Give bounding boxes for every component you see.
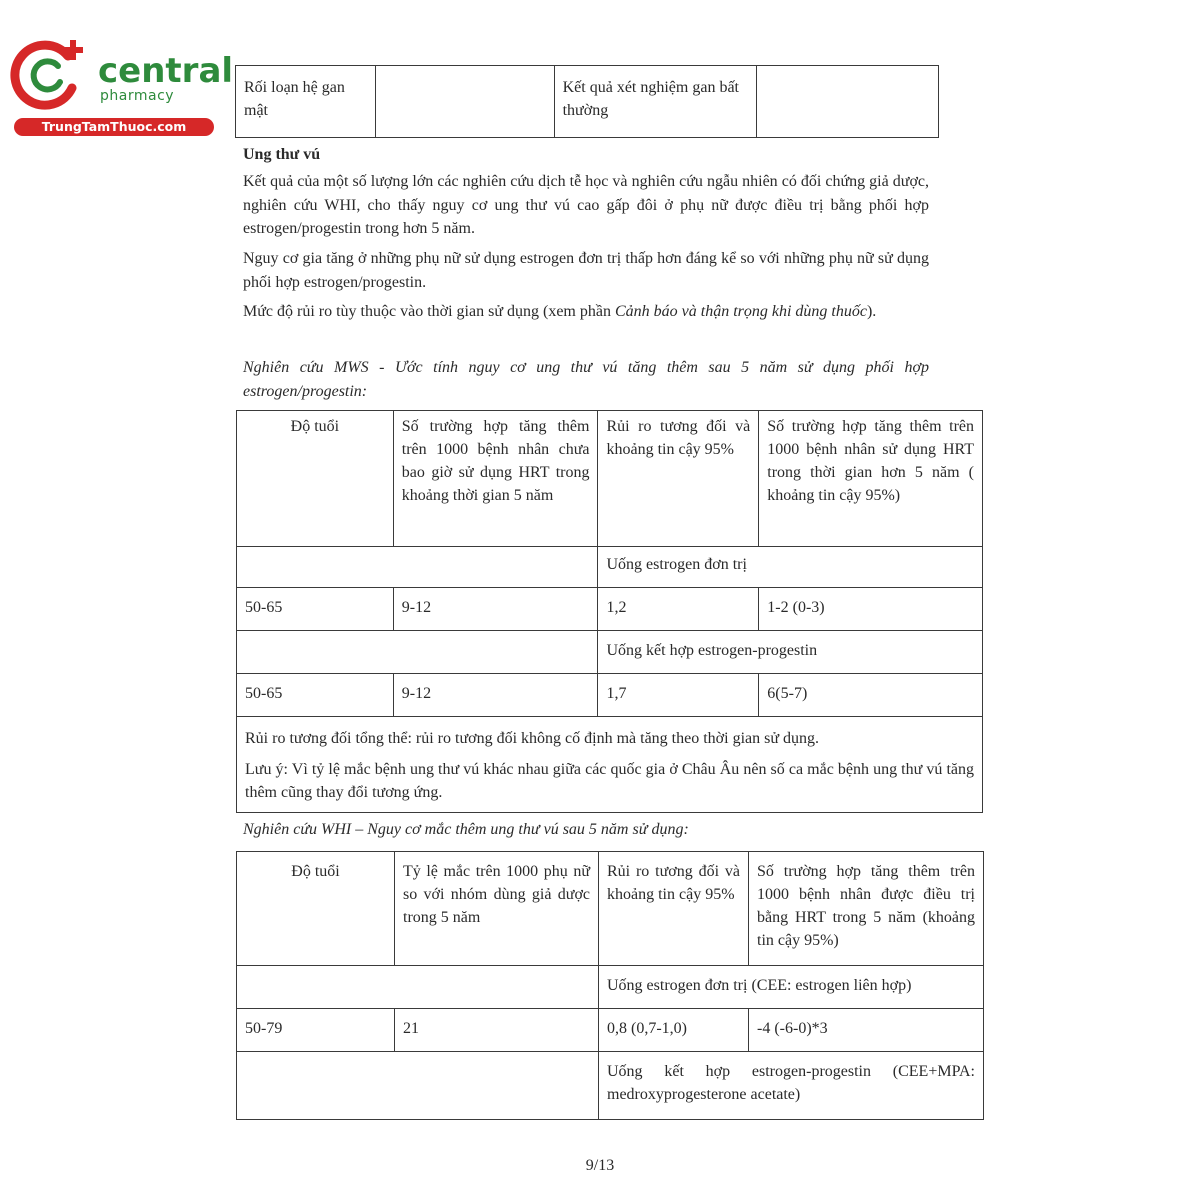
section-label: Uống kết hợp estrogen-progestin (598, 631, 983, 674)
paragraph: Kết quả của một số lượng lớn các nghiên cứu dịch tễ học và nghiên cứu ngẫu nhiên có đối chứng giả dược, nghiên cứu WHI, cho thấy nguy cơ ung thư vú cao gấp đôi ở phụ nữ được điều trị bằng phối hợp estrogen/progestin trong hơn 5 năm. (243, 173, 929, 237)
table-cell: 50-65 (237, 588, 394, 631)
note-text: Rủi ro tương đối tổng thể: rủi ro tương đối không cố định mà tăng theo thời gian sử dụng. (245, 730, 820, 747)
mws-table (236, 410, 983, 813)
paragraph: Nguy cơ gia tăng ở những phụ nữ sử dụng estrogen đơn trị thấp hơn đáng kể so với những phụ nữ sử dụng phối hợp estrogen/progestin. (243, 250, 929, 291)
column-header: Số trường hợp tăng thêm trên 1000 bệnh nhân được điều trị bằng HRT trong 5 năm (khoảng tin cậy 95%) (749, 852, 984, 966)
table-cell (237, 547, 598, 588)
table-cell: 9-12 (393, 674, 598, 717)
table-note (237, 717, 983, 813)
table-header-row (237, 411, 983, 547)
column-header: Độ tuổi (237, 411, 394, 547)
table-cell (237, 966, 599, 1009)
column-header: Rủi ro tương đối và khoảng tin cậy 95% (598, 411, 759, 547)
page-number: 9/13 (585, 1157, 615, 1174)
table-row (237, 1009, 984, 1052)
table-cell: 50-79 (237, 1009, 395, 1052)
table-cell: 50-65 (237, 674, 394, 717)
column-header: Rủi ro tương đối và khoảng tin cậy 95% (599, 852, 749, 966)
table-section-row (237, 1052, 984, 1120)
table-row (237, 674, 983, 717)
table-note-row (237, 717, 983, 813)
table-cell: 6(5-7) (759, 674, 983, 717)
table-cell: 21 (395, 1009, 599, 1052)
table-cell (376, 66, 554, 138)
logo-subtitle: pharmacy (100, 88, 175, 104)
table-cell: 0,8 (0,7-1,0) (599, 1009, 749, 1052)
pharmacy-logo (10, 36, 234, 136)
table-section-row (237, 547, 983, 588)
paragraph-text: ). (866, 303, 877, 320)
table-cell: 1-2 (0-3) (759, 588, 983, 631)
paragraph (243, 300, 929, 324)
section-label: Uống kết hợp estrogen-progestin (CEE+MPA: medroxyprogesterone acetate) (599, 1052, 984, 1120)
table-cell: 1,7 (598, 674, 759, 717)
logo-mark-icon (10, 36, 96, 116)
table-caption: Nghiên cứu MWS - Ước tính nguy cơ ung thư vú tăng thêm sau 5 năm sử dụng phối hợp estrogen/progestin: (243, 359, 929, 400)
table-cell (237, 631, 598, 674)
cross-reference: Cảnh báo và thận trọng khi dùng thuốc (614, 303, 867, 320)
paragraph-text: Mức độ rủi ro tùy thuộc vào thời gian sử dụng (xem phần (243, 303, 615, 320)
table-header-row (237, 852, 984, 966)
logo-site: TrungTamThuoc.com (14, 118, 214, 136)
table-cell (756, 66, 938, 138)
table-section-row (237, 631, 983, 674)
note-text: Lưu ý: Vì tỷ lệ mắc bệnh ung thư vú khác nhau giữa các quốc gia ở Châu Âu nên số ca mắc bệnh ung thư vú tăng thêm cũng thay đổi tương ứng. (245, 761, 974, 801)
hepatobiliary-table (235, 65, 939, 138)
table-cell: -4 (-6-0)*3 (749, 1009, 984, 1052)
column-header: Số trường hợp tăng thêm trên 1000 bệnh nhân sử dụng HRT trong thời gian hơn 5 năm ( khoảng tin cậy 95%) (759, 411, 983, 547)
table-section-row (237, 966, 984, 1009)
section-heading: Ung thư vú (243, 146, 321, 163)
table-cell: Rối loạn hệ gan mật (236, 66, 376, 138)
column-header: Tỷ lệ mắc trên 1000 phụ nữ so với nhóm dùng giả dược trong 5 năm (395, 852, 599, 966)
table-row (237, 588, 983, 631)
table-row (236, 66, 939, 138)
column-header: Độ tuổi (237, 852, 395, 966)
section-label: Uống estrogen đơn trị (598, 547, 983, 588)
column-header: Số trường hợp tăng thêm trên 1000 bệnh nhân chưa bao giờ sử dụng HRT trong khoảng thời gian 5 năm (393, 411, 598, 547)
table-cell: Kết quả xét nghiệm gan bất thường (554, 66, 756, 138)
logo-brand: central (98, 51, 234, 91)
whi-table (236, 851, 984, 1120)
table-cell: 9-12 (393, 588, 598, 631)
table-caption: Nghiên cứu WHI – Nguy cơ mắc thêm ung thư vú sau 5 năm sử dụng: (243, 821, 689, 838)
table-cell (237, 1052, 599, 1120)
section-label: Uống estrogen đơn trị (CEE: estrogen liên hợp) (599, 966, 984, 1009)
table-cell: 1,2 (598, 588, 759, 631)
